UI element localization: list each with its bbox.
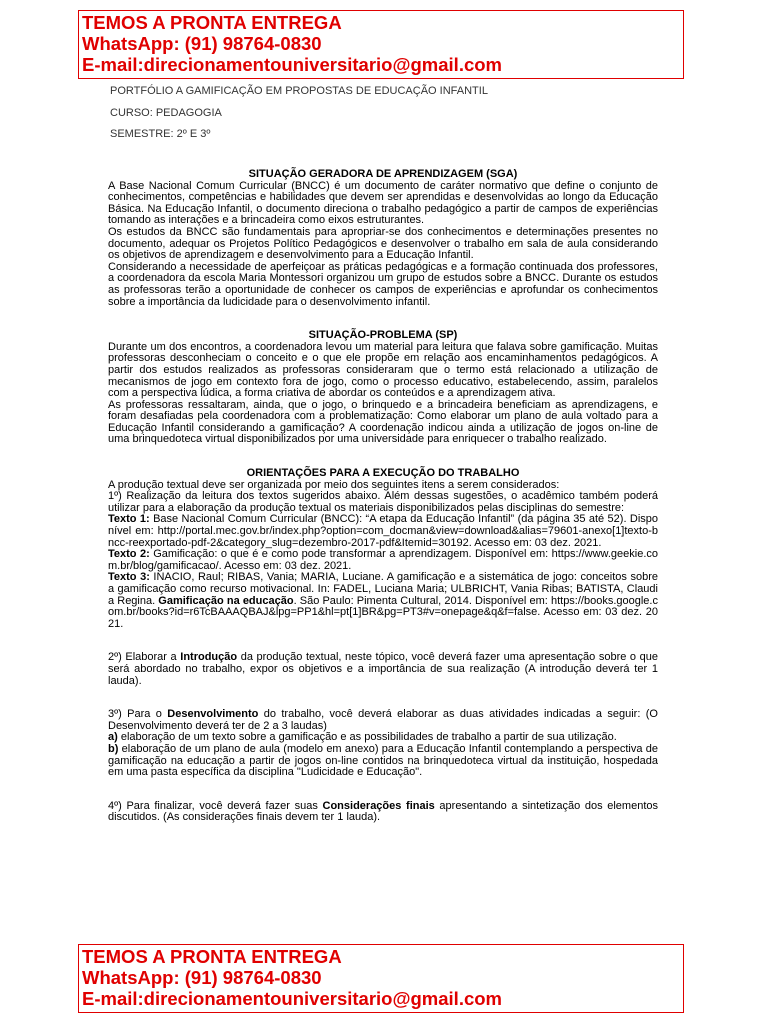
item-2-rest: da produção textual, neste tópico, você deverá fazer uma apresentação sobre o que será abordado no trabalho, expor os objetivos e a importância de sua realização (A introdução deverá ter 1 lauda). (108, 651, 658, 687)
reference-book-title: Gamificação na educação (158, 594, 294, 607)
item-3-rest: do trabalho, você deverá elaborar as duas atividades indicadas a seguir: (O Desenvolvimento deverá ter de 2 a 3 laudas) (108, 708, 658, 732)
guidelines-item-1: 1º) Realização da leitura dos textos sugeridos abaixo. Além dessas sugestões, o acadêmico também poderá utilizar para a elaboração da produção textual os materiais disponibilizados pelas disciplinas do semestre: (108, 490, 658, 514)
item-2-lead: 2º) Elaborar a (108, 651, 181, 664)
banner-whatsapp: WhatsApp: (91) 98764-0830 (82, 33, 322, 54)
guidelines-item-3 (108, 709, 658, 732)
semester-label: SEMESTRE: 2º E 3º (110, 128, 211, 140)
activity-b (108, 744, 658, 779)
sga-paragraph-3: Considerando a necessidade de aperfeiçoar as práticas pedagógicas e a formação continuada dos professores, a coordenadora da escola Maria Montessori organizou um grupo de estudos sobre a BNCC. Durante os estudos as professoras terão a oportunidade de conhecer os campos de experiências e aprofundar os conhecimentos sobre a importância da ludicidade para o desenvolvimento infantil. (108, 260, 658, 308)
item-4-keyword: Considerações finais (322, 799, 435, 812)
banner-email: E-mail:direcionamentouniversitario@gmail.com (82, 54, 502, 75)
document-body (108, 169, 658, 824)
contact-banner-bottom (78, 944, 684, 1013)
item-4-rest: apresentando a sintetização dos elementos discutidos. (As considerações finais devem ter 1 lauda). (108, 799, 658, 824)
reference-body-3b: . São Paulo: Pimenta Cultural, 2014. Disponível em: https://books.google.com.br/books?id=r6TcBAAAQBAJ&lpg=PP1&hl=pt[1]BR&pg=PT3#v=onepage&q&f=false. Acesso em: 03 dez. 2021. (108, 594, 658, 630)
sga-heading: SITUAÇÃO GERADORA DE APRENDIZAGEM (SGA) (248, 168, 518, 180)
sp-paragraph-2: As professoras ressaltaram, ainda, que o jogo, o brinquedo e a brincadeira beneficiam as aprendizagens, e foram desafiadas pela coordenadora com a problematização: Como elaborar um plano de aula voltado para a Educação Infantil considerando a gamificação? A coordenação indicou ainda a utilização de jogos on-line de uma brinquedoteca virtual disponibilizados por uma universidade para enriquecer o trabalho realizado. (108, 398, 658, 446)
guidelines-item-2 (108, 652, 658, 687)
reference-text-2 (108, 549, 658, 572)
banner-email: E-mail:direcionamentouniversitario@gmail.com (82, 988, 502, 1009)
item-3-keyword: Desenvolvimento (167, 708, 259, 721)
sp-heading: SITUAÇÃO-PROBLEMA (SP) (308, 329, 458, 342)
activity-a-text: elaboração de um texto sobre a gamificação e as possibilidades de trabalho a partir de sua utilização. (117, 731, 617, 744)
sp-paragraph-1: Durante um dos encontros, a coordenadora levou um material para leitura que falava sobre gamificação. Muitas professoras desconheciam o conceito e o que ele propõe em relação aos encaminhamentos pedagógicos. A partir dos estudos realizados as professoras consideraram que o termo está relacionado a utilização de mecanismos de jogo em contexto fora de jogo, como o processo educativo, estabelecendo, assim, paralelos com a perspectiva lúdica, a forma criativa de abordar os conteúdos e a aprendizagem ativa. (108, 340, 658, 400)
reference-label-3: Texto 3: (108, 571, 150, 584)
course-label: CURSO: PEDAGOGIA (110, 107, 222, 119)
banner-whatsapp: WhatsApp: (91) 98764-0830 (82, 967, 322, 988)
guidelines-heading: ORIENTAÇÕES PARA A EXECUÇÃO DO TRABALHO (246, 467, 520, 480)
guidelines-item-4 (108, 801, 658, 824)
contact-banner-top (78, 10, 684, 79)
reference-body-1: Base Nacional Comum Curricular (BNCC): “A etapa da Educação Infantil” (da página 35 até 52). Disponível em: http://portal.mec.gov.br/index.php?option=com_docman&view=download&alias=79601-anexo[1]texto-bncc-reexportado-pdf-2&category_slug=dezembro-2017-pdf&Itemid=30192. Acesso em: 03 dez. 2021. (108, 513, 658, 549)
banner-headline: TEMOS A PRONTA ENTREGA (82, 946, 342, 967)
sga-paragraph-2: Os estudos da BNCC são fundamentais para apropriar-se dos conhecimentos e determinações presentes no documento, adequar os Projetos Político Pedagógicos e desenvolver o trabalho em sala de aula considerando os objetivos de aprendizagem e desenvolvimento para a Educação Infantil. (108, 225, 658, 262)
activity-b-text: elaboração de um plano de aula (modelo em anexo) para a Educação Infantil contemplando a perspectiva de gamificação na educação a partir de jogos on-line contidos na brinquedoteca virtual da instituição, hospedada em uma pasta específica da disciplina "Ludicidade e Educação". (108, 742, 658, 779)
portfolio-title: PORTFÓLIO A GAMIFICAÇÃO EM PROPOSTAS DE EDUCAÇÃO INFANTIL (110, 85, 488, 97)
activity-b-label: b) (108, 742, 119, 755)
reference-body-2: Gamificação: o que é e como pode transformar a aprendizagem. Disponível em: https://www.geekie.com.br/blog/gamificacao/. Acesso em: 03 dez. 2021. (108, 548, 658, 572)
banner-headline: TEMOS A PRONTA ENTREGA (82, 12, 342, 33)
item-2-keyword: Introdução (180, 651, 238, 664)
item-4-lead: 4º) Para finalizar, você deverá fazer suas (108, 799, 323, 812)
reference-text-1 (108, 514, 658, 549)
item-3-lead: 3º) Para o (108, 708, 168, 721)
activity-a-label: a) (108, 731, 118, 744)
sga-paragraph-1: A Base Nacional Comum Curricular (BNCC) é um documento de caráter normativo que define o conjunto de conhecimentos, competências e habilidades que devem ser aprendidas e desenvolvidas ao longo da Educação Básica. Na Educação Infantil, o documento direciona o trabalho pedagógico a partir de campos de experiências tomando as interações e a brincadeira como eixos estruturantes. (108, 179, 658, 227)
reference-text-3 (108, 572, 658, 630)
reference-label-2: Texto 2: (108, 548, 150, 561)
guidelines-intro: A produção textual deve ser organizada por meio dos seguintes itens a serem considerados: (108, 478, 560, 491)
reference-label-1: Texto 1: (108, 513, 150, 526)
reference-body-3a: INACIO, Raul; RIBAS, Vania; MARIA, Luciane. A gamificação e a sistemática de jogo: conceitos sobre a gamificação como recurso motivacional. In: FADEL, Luciana Maria; ULBRICHT, Vania Ribas; BATISTA, Claudia Regina. (108, 571, 659, 607)
